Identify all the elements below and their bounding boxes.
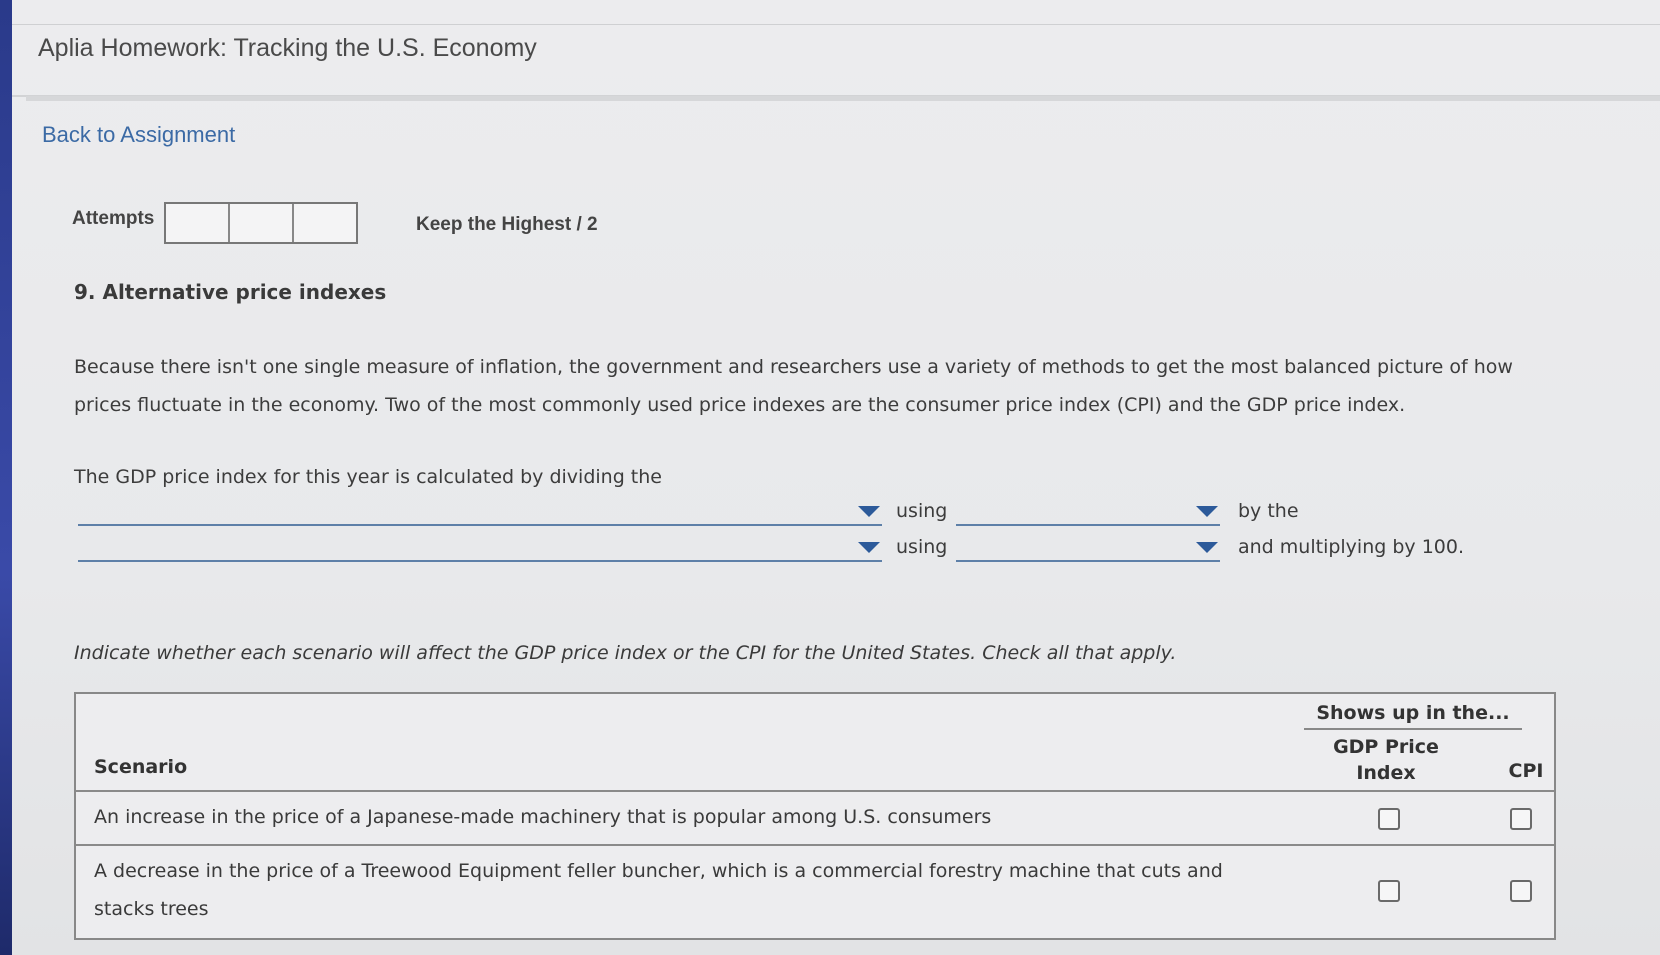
chevron-down-icon: [1196, 506, 1218, 517]
scenario-row-2-text: A decrease in the price of a Treewood Equipment feller buncher, which is a commercial forestry machine that cuts and stacks trees: [94, 860, 1223, 920]
chevron-down-icon: [858, 506, 880, 517]
back-to-assignment-link[interactable]: Back to Assignment: [42, 122, 236, 147]
header-shows-up: Shows up in the...: [1304, 702, 1522, 730]
gdp-prompt: The GDP price index for this year is calculated by dividing the: [74, 466, 662, 488]
instruction-text: Indicate whether each scenario will affect the GDP price index or the CPI for the United States. Check all that apply.: [74, 642, 1177, 664]
using-label-1: using: [896, 500, 948, 522]
chevron-down-icon: [858, 542, 880, 553]
attempt-box: [230, 204, 294, 242]
multiply-label: and multiplying by 100.: [1238, 536, 1464, 558]
header-scenario: Scenario: [94, 756, 188, 778]
row-divider: [76, 844, 1554, 846]
scenario-row-1-text: An increase in the price of a Japanese-made machinery that is popular among U.S. consumers: [94, 806, 992, 828]
header-gdp-price-index: GDP Price Index: [1333, 736, 1439, 784]
row-1-cpi-checkbox[interactable]: [1510, 808, 1532, 830]
header-cpi: CPI: [1508, 760, 1544, 782]
header-divider: [76, 790, 1554, 792]
gdp-denominator-dropdown[interactable]: [78, 534, 882, 562]
by-the-label: by the: [1238, 500, 1299, 522]
attempts-label: Attempts: [72, 208, 155, 229]
using-label-2: using: [896, 536, 948, 558]
row-2-gdp-checkbox[interactable]: [1378, 880, 1400, 902]
chevron-down-icon: [1196, 542, 1218, 553]
scenario-table: [74, 692, 1556, 940]
row-1-gdp-checkbox[interactable]: [1378, 808, 1400, 830]
row-2-cpi-checkbox[interactable]: [1510, 880, 1532, 902]
gdp-numerator-dropdown[interactable]: [78, 498, 882, 526]
page: [12, 0, 1660, 955]
divider: [26, 96, 1660, 101]
keep-highest-label: Keep the Highest / 2: [416, 214, 598, 235]
gdp-numerator-prices-dropdown[interactable]: [956, 498, 1220, 526]
attempt-box: [166, 204, 230, 242]
left-edge-bar: [0, 0, 12, 955]
attempts-indicator: [164, 202, 358, 244]
question-title: 9. Alternative price indexes: [74, 280, 387, 304]
page-title: Aplia Homework: Tracking the U.S. Economy: [38, 34, 537, 62]
attempt-box: [294, 204, 356, 242]
gdp-denominator-prices-dropdown[interactable]: [956, 534, 1220, 562]
question-intro: Because there isn't one single measure of inflation, the government and researchers use a variety of methods to get the most balanced picture of how prices fluctuate in the economy. Two of the most commonly used price indexes are the consumer price index (CPI) and the GDP price index.: [74, 356, 1513, 416]
